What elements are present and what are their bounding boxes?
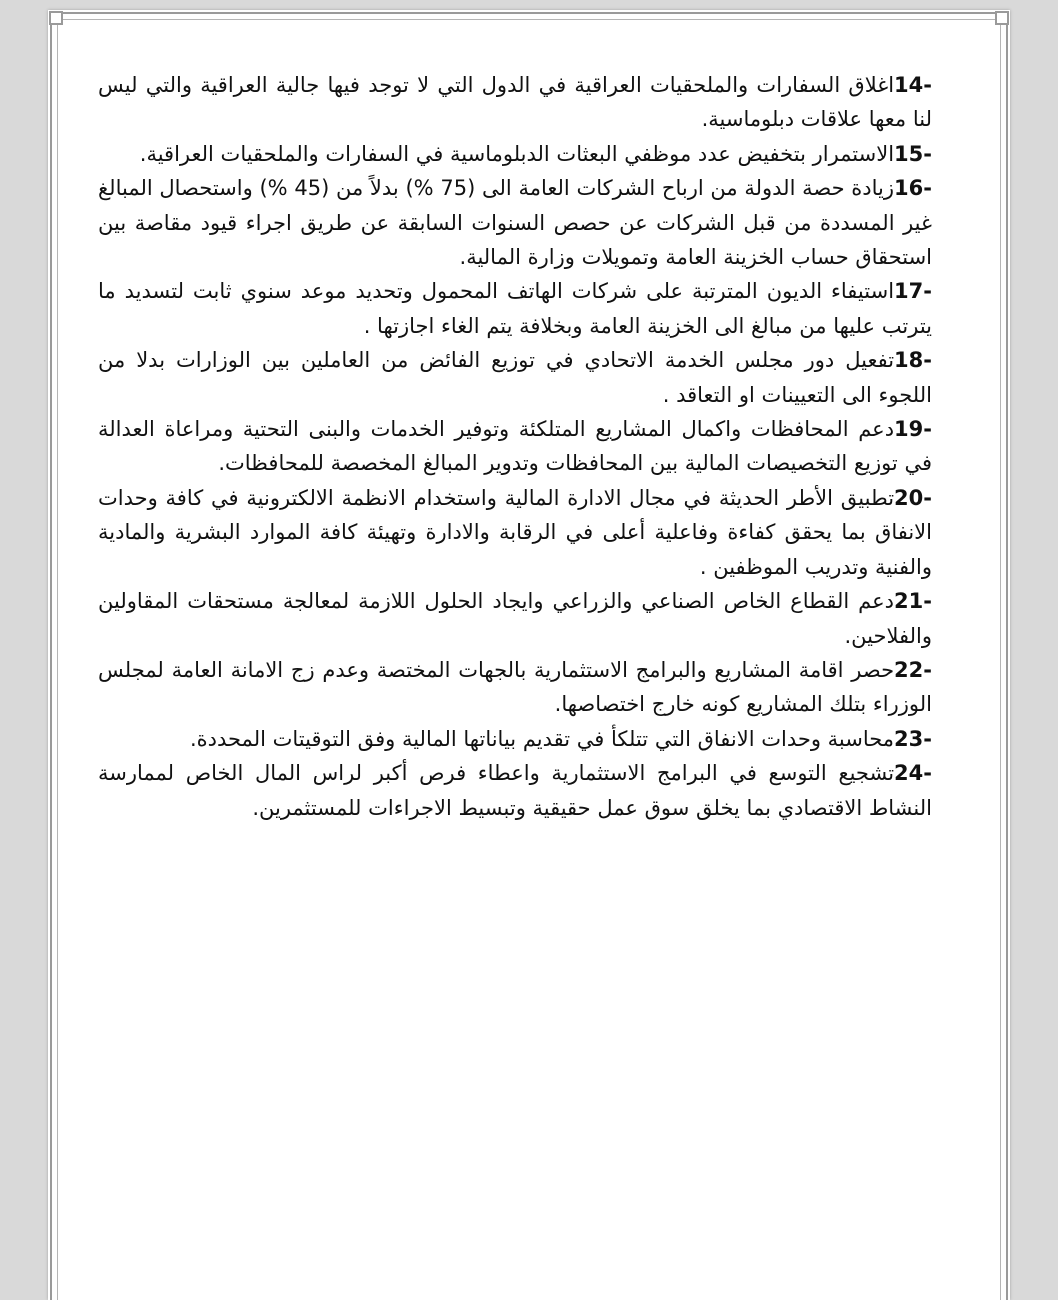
item-number: 17- — [894, 279, 932, 304]
page-border-right — [1000, 18, 1008, 1300]
document-body — [98, 68, 932, 825]
item-number: 21- — [894, 589, 932, 614]
page-border-corner — [49, 11, 63, 25]
item-number: 20- — [894, 485, 932, 510]
item-text: محاسبة وحدات الانفاق التي تتلكأ في تقديم بياناتها المالية وفق التوقيتات المحددة. — [189, 726, 895, 751]
item-number: 23- — [894, 726, 932, 751]
item-number: 22- — [894, 657, 932, 682]
item-number: 15- — [894, 141, 932, 166]
item-number: 14- — [894, 73, 932, 97]
item-number: 16- — [894, 176, 932, 201]
item-text: تشجيع التوسع في البرامج الاستثمارية واعطاء فرص أكبر لراس المال الخاص لممارسة النشاط الاقتصادي بما يخلق سوق عمل حقيقية وتبسيط الاجراءات للمستثمرين. — [98, 761, 932, 820]
item-text: اغلاق السفارات والملحقيات العراقية في الدول التي لا توجد فيها جالية العراقية والتي ليس لنا معها علاقات دبلوماسية. — [98, 73, 932, 132]
item-text: استيفاء الديون المترتبة على شركات الهاتف المحمول وتحديد موعد سنوي ثابت لتسديد ما يترتب عليها من مبالغ الى الخزينة العامة وبخلافة يتم الغاء اجازتها . — [98, 279, 932, 338]
list-item — [98, 756, 932, 825]
item-text: تطبيق الأطر الحديثة في مجال الادارة المالية واستخدام الانظمة الالكترونية في كافة وحدات الانفاق بما يحقق كفاءة وفاعلية أعلى في الرقابة والادارة وتهيئة كافة الموارد البشرية والمادية والفنية وتدريب الموظفين . — [98, 485, 932, 579]
item-text: تفعيل دور مجلس الخدمة الاتحادي في توزيع الفائض من العاملين بين الوزارات بدلا من اللجوء الى التعيينات او التعاقد . — [98, 348, 932, 407]
item-text: دعم القطاع الخاص الصناعي والزراعي وايجاد الحلول اللازمة لمعالجة مستحقات المقاولين والفلاحين. — [98, 589, 932, 648]
list-item — [98, 722, 932, 756]
page-border-corner — [995, 11, 1009, 25]
item-text: حصر اقامة المشاريع والبرامج الاستثمارية بالجهات المختصة وعدم زج الامانة العامة لمجلس الوزراء بتلك المشاريع كونه خارج اختصاصها. — [98, 657, 932, 717]
item-number: 19- — [894, 417, 932, 442]
list-item — [98, 274, 932, 343]
list-item — [98, 343, 932, 412]
item-number: 24- — [894, 761, 932, 786]
item-text: دعم المحافظات واكمال المشاريع المتلكئة وتوفير الخدمات والبنى التحتية ومراعاة العدالة في توزيع التخصيصات المالية بين المحافظات وتدوير المبالغ المخصصة للمحافظات. — [98, 417, 932, 476]
page-border-top — [56, 12, 1002, 20]
list-item — [98, 68, 932, 137]
list-item — [98, 481, 932, 584]
list-item — [98, 137, 932, 171]
page-border-left — [50, 18, 58, 1300]
list-item — [98, 584, 932, 653]
document-page — [48, 10, 1010, 1300]
list-item — [98, 412, 932, 481]
list-item — [98, 653, 932, 722]
list-item — [98, 171, 932, 274]
item-number: 18- — [894, 348, 932, 373]
item-text: الاستمرار بتخفيض عدد موظفي البعثات الدبلوماسية في السفارات والملحقيات العراقية. — [139, 141, 895, 166]
item-text: زيادة حصة الدولة من ارباح الشركات العامة الى (75 %) بدلاً من (45 %) واستحصال المبالغ غير المسددة من قبل الشركات عن حصص السنوات السابقة عن طريق اجراء قيود مقاصة بين استحقاق حساب الخزينة العامة وتمويلات وزارة المالية. — [98, 176, 932, 270]
